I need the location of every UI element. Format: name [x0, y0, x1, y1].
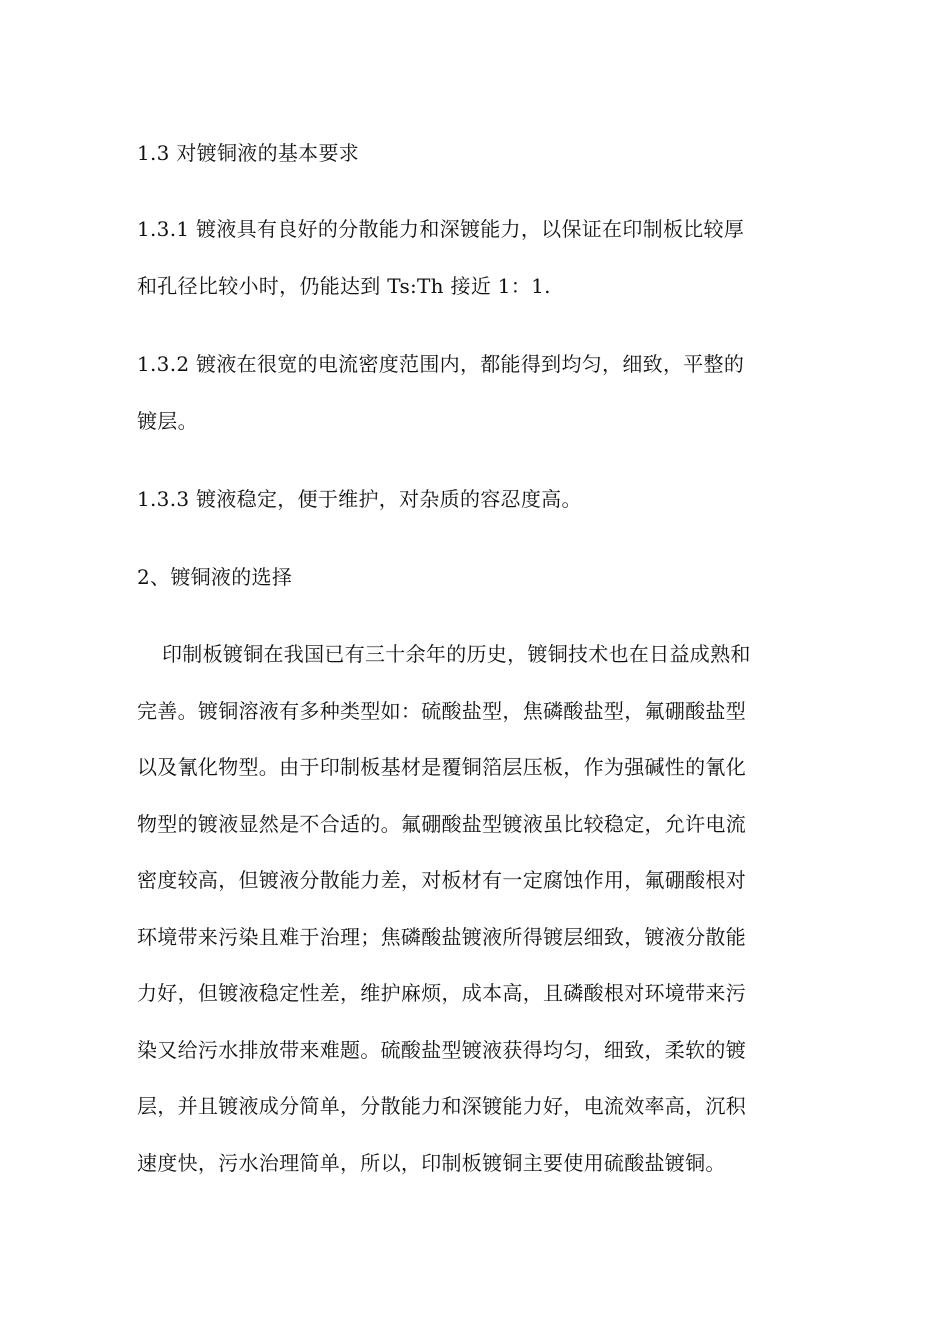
paragraph-line: 密度较高，但镀液分散能力差，对板材有一定腐蚀作用，氟硼酸根对: [137, 868, 746, 892]
section-heading-2: 2、镀铜液的选择: [137, 565, 293, 589]
item-1-3-2-line-1: 1.3.2 镀液在很宽的电流密度范围内，都能得到均匀，细致，平整的: [137, 352, 745, 376]
item-1-3-1-line-2: 和孔径比较小时，仍能达到 Ts:Th 接近 1：1.: [137, 274, 551, 298]
item-1-3-1-line-1: 1.3.1 镀液具有良好的分散能力和深镀能力，以保证在印制板比较厚: [137, 217, 745, 241]
paragraph-line: 层，并且镀液成分简单，分散能力和深镀能力好，电流效率高，沉积: [137, 1094, 746, 1118]
paragraph-line: 印制板镀铜在我国已有三十余年的历史，镀铜技术也在日益成熟和: [162, 642, 751, 666]
paragraph-line: 环境带来污染且难于治理；焦磷酸盐镀液所得镀层细致，镀液分散能: [137, 925, 746, 949]
paragraph-line: 以及氰化物型。由于印制板基材是覆铜箔层压板，作为强碱性的氰化: [137, 755, 746, 779]
paragraph-line: 力好，但镀液稳定性差，维护麻烦，成本高，且磷酸根对环境带来污: [137, 981, 746, 1005]
item-1-3-3: 1.3.3 镀液稳定，便于维护，对杂质的容忍度高。: [137, 487, 582, 511]
paragraph-line: 染又给污水排放带来难题。硫酸盐型镀液获得均匀，细致，柔软的镀: [137, 1038, 746, 1062]
paragraph-line: 物型的镀液显然是不合适的。氟硼酸盐型镀液虽比较稳定，允许电流: [137, 812, 746, 836]
paragraph-line: 速度快，污水治理简单，所以，印制板镀铜主要使用硫酸盐镀铜。: [137, 1151, 726, 1175]
item-1-3-2-line-2: 镀层。: [137, 409, 198, 433]
section-heading-1-3: 1.3 对镀铜液的基本要求: [137, 141, 360, 165]
paragraph-line: 完善。镀铜溶液有多种类型如：硫酸盐型，焦磷酸盐型，氟硼酸盐型: [137, 699, 746, 723]
